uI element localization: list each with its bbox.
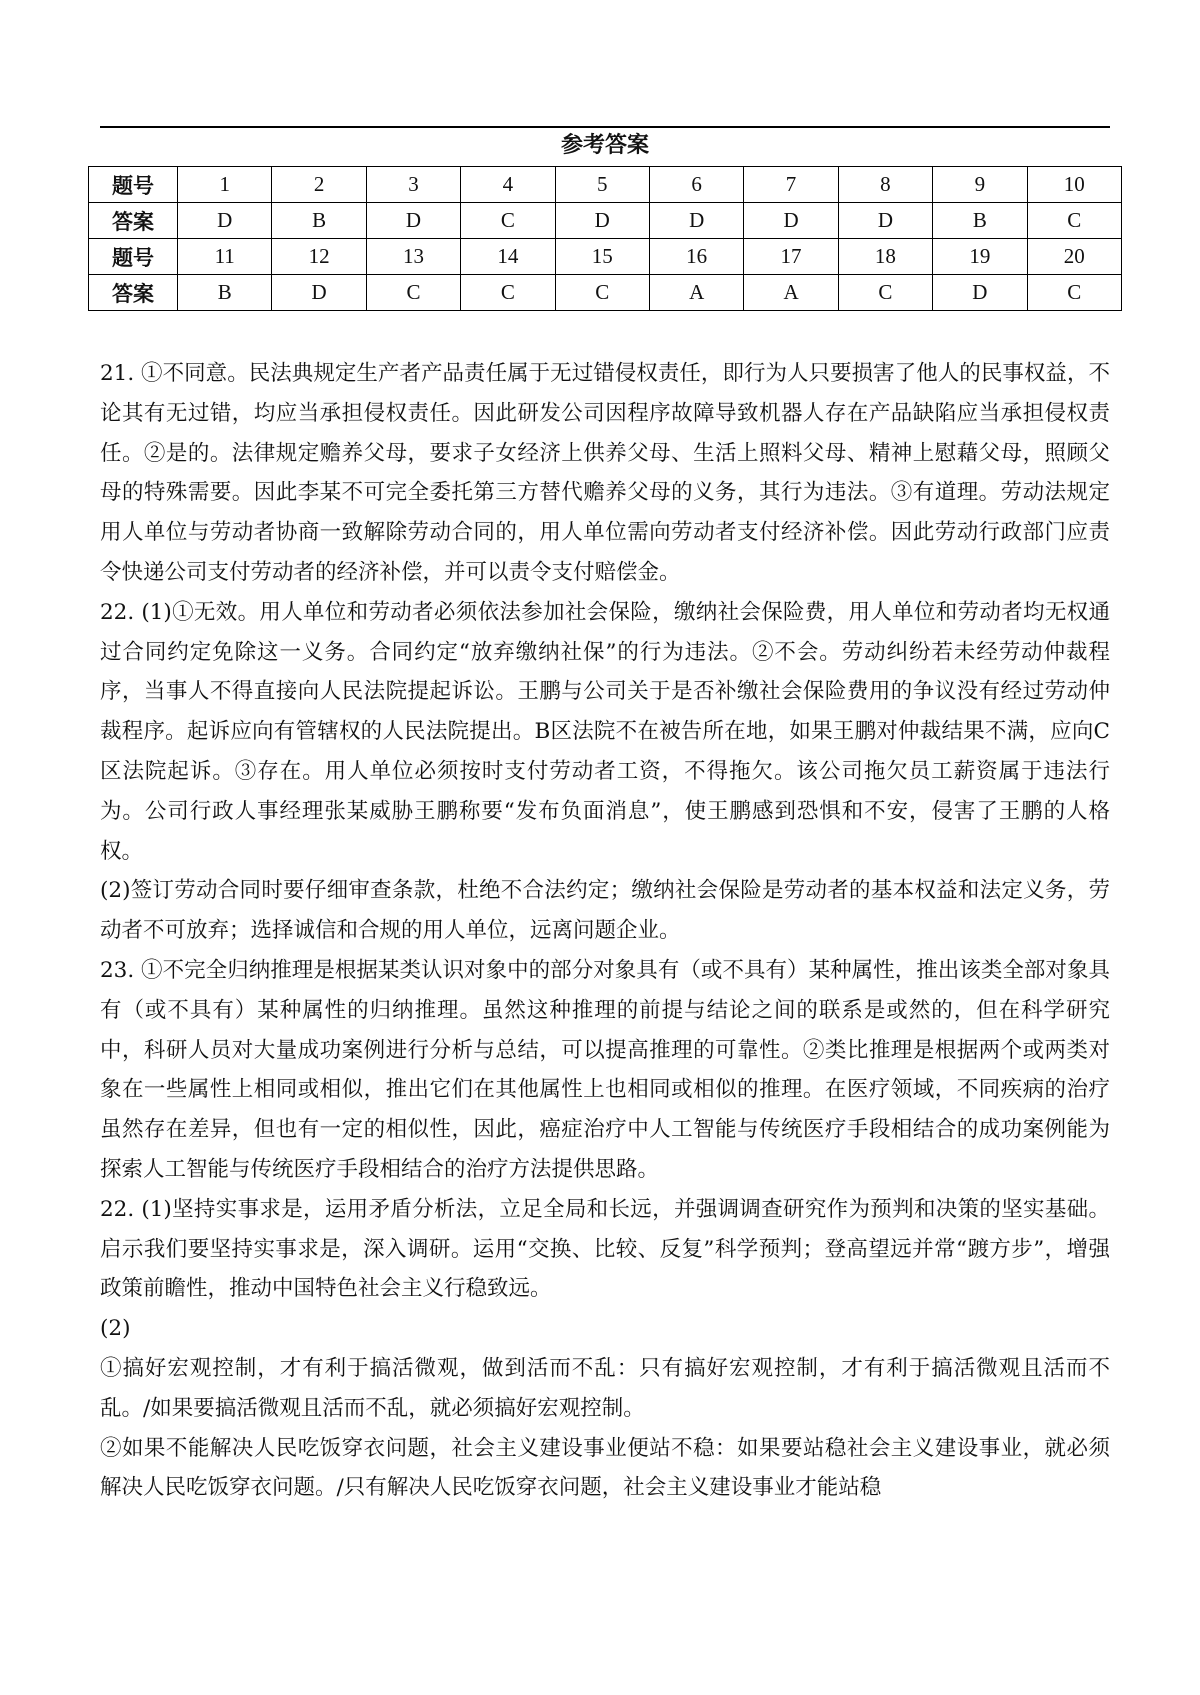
table-cell: 5 <box>555 167 649 203</box>
answer-table <box>88 166 1122 311</box>
table-cell: A <box>649 275 743 311</box>
table-cell: 8 <box>838 167 932 203</box>
row-header: 题号 <box>89 167 178 203</box>
table-cell: 3 <box>366 167 460 203</box>
table-cell: D <box>838 203 932 239</box>
table-cell: B <box>272 203 366 239</box>
table-cell: 9 <box>933 167 1027 203</box>
table-cell: D <box>744 203 838 239</box>
table-cell: 18 <box>838 239 932 275</box>
table-cell: C <box>838 275 932 311</box>
table-cell: 2 <box>272 167 366 203</box>
table-cell: 6 <box>649 167 743 203</box>
table-cell: D <box>178 203 272 239</box>
table-cell: 1 <box>178 167 272 203</box>
table-cell: 13 <box>366 239 460 275</box>
row-header: 答案 <box>89 275 178 311</box>
table-cell: 19 <box>933 239 1027 275</box>
answer-paragraph: 23. ①不完全归纳推理是根据某类认识对象中的部分对象具有（或不具有）某种属性，推出该类全部对象具有（或不具有）某种属性的归纳推理。虽然这种推理的前提与结论之间的联系是或然的，但在科学研究中，科研人员对大量成功案例进行分析与总结，可以提高推理的可靠性。②类比推理是根据两个或两类对象在一些属性上相同或相似，推出它们在其他属性上也相同或相似的推理。在医疗领域，不同疾病的治疗虽然存在差异，但也有一定的相似性，因此，癌症治疗中人工智能与传统医疗手段相结合的成功案例能为探索人工智能与传统医疗手段相结合的治疗方法提供思路。 <box>100 957 1110 1182</box>
table-cell: 12 <box>272 239 366 275</box>
table-cell: C <box>1027 203 1121 239</box>
table-cell: 10 <box>1027 167 1121 203</box>
table-cell: C <box>1027 275 1121 311</box>
table-row <box>89 275 1122 311</box>
table-row <box>89 167 1122 203</box>
table-cell: D <box>272 275 366 311</box>
table-cell: 4 <box>461 167 555 203</box>
row-header: 答案 <box>89 203 178 239</box>
table-cell: 16 <box>649 239 743 275</box>
table-cell: 17 <box>744 239 838 275</box>
table-cell: D <box>366 203 460 239</box>
answer-paragraph: 22. (1)坚持实事求是，运用矛盾分析法，立足全局和长远，并强调调查研究作为预判和决策的坚实基础。启示我们要坚持实事求是，深入调研。运用“交换、比较、反复”科学预判；登高望远并常“踱方步”，增强政策前瞻性，推动中国特色社会主义行稳致远。 <box>100 1196 1110 1302</box>
answer-paragraph: 22. (1)①无效。用人单位和劳动者必须依法参加社会保险，缴纳社会保险费，用人单位和劳动者均无权通过合同约定免除这一义务。合同约定“放弃缴纳社保”的行为违法。②不会。劳动纠纷若未经劳动仲裁程序，当事人不得直接向人民法院提起诉讼。王鹏与公司关于是否补缴社会保险费用的争议没有经过劳动仲裁程序。起诉应向有管辖权的人民法院提出。B区法院不在被告所在地，如果王鹏对仲裁结果不满，应向C区法院起诉。③存在。用人单位必须按时支付劳动者工资，不得拖欠。该公司拖欠员工薪资属于违法行为。公司行政人事经理张某威胁王鹏称要“发布负面消息”，使王鹏感到恐惧和不安，侵害了王鹏的人格权。 <box>100 599 1110 864</box>
table-row <box>89 203 1122 239</box>
page-title: 参考答案 <box>560 133 649 158</box>
row-header: 题号 <box>89 239 178 275</box>
answer-paragraph: ①搞好宏观控制，才有利于搞活微观，做到活而不乱：只有搞好宏观控制，才有利于搞活微观且活而不乱。/如果要搞活微观且活而不乱，就必须搞好宏观控制。 <box>100 1355 1110 1421</box>
table-cell: 14 <box>461 239 555 275</box>
answer-paragraph: ②如果不能解决人民吃饭穿衣问题，社会主义建设事业便站不稳：如果要站稳社会主义建设事业，就必须解决人民吃饭穿衣问题。/只有解决人民吃饭穿衣问题，社会主义建设事业才能站稳 <box>100 1435 1110 1501</box>
table-cell: C <box>461 275 555 311</box>
table-row <box>89 239 1122 275</box>
table-cell: 11 <box>178 239 272 275</box>
answer-paragraph: (2)签订劳动合同时要仔细审查条款，杜绝不合法约定；缴纳社会保险是劳动者的基本权益和法定义务，劳动者不可放弃；选择诚信和合规的用人单位，远离问题企业。 <box>100 878 1110 944</box>
table-cell: A <box>744 275 838 311</box>
answer-explanations <box>100 354 1110 1508</box>
table-cell: D <box>649 203 743 239</box>
header-rule <box>100 126 1110 128</box>
table-cell: B <box>933 203 1027 239</box>
table-cell: 15 <box>555 239 649 275</box>
table-cell: C <box>461 203 555 239</box>
table-cell: C <box>555 275 649 311</box>
table-cell: 20 <box>1027 239 1121 275</box>
table-cell: C <box>366 275 460 311</box>
table-cell: 7 <box>744 167 838 203</box>
answer-paragraph: 21. ①不同意。民法典规定生产者产品责任属于无过错侵权责任，即行为人只要损害了他人的民事权益，不论其有无过错，均应当承担侵权责任。因此研发公司因程序故障导致机器人存在产品缺陷应当承担侵权责任。②是的。法律规定赡养父母，要求子女经济上供养父母、生活上照料父母、精神上慰藉父母，照顾父母的特殊需要。因此李某不可完全委托第三方替代赡养父母的义务，其行为违法。③有道理。劳动法规定用人单位与劳动者协商一致解除劳动合同的，用人单位需向劳动者支付经济补偿。因此劳动行政部门应责令快递公司支付劳动者的经济补偿，并可以责令支付赔偿金。 <box>100 361 1110 585</box>
table-cell: B <box>178 275 272 311</box>
answer-paragraph: (2) <box>100 1316 131 1342</box>
table-cell: D <box>555 203 649 239</box>
table-cell: D <box>933 275 1027 311</box>
